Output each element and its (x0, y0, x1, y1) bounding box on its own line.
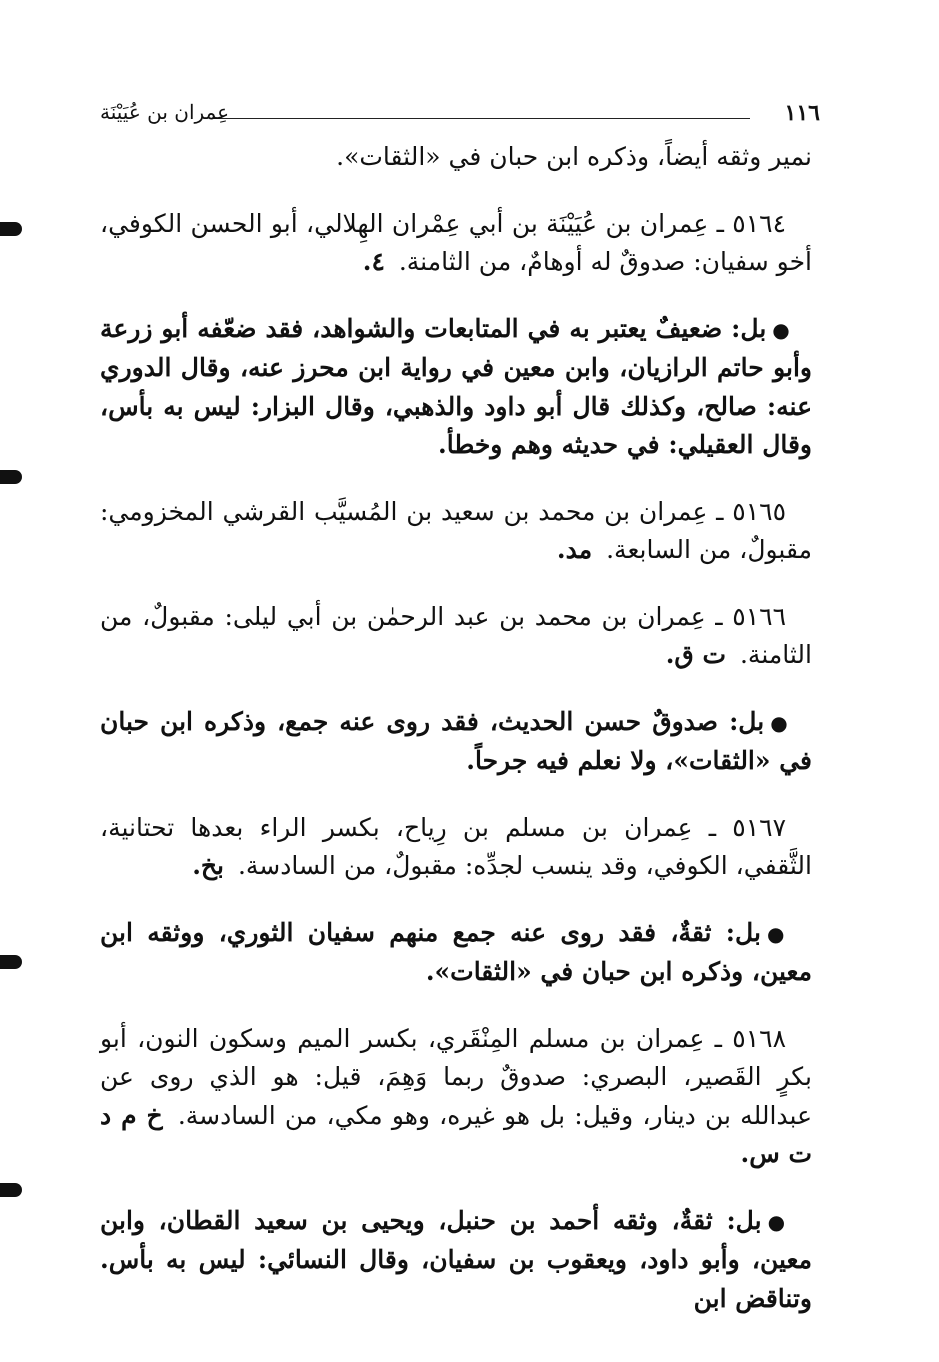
note-5166 (100, 703, 812, 781)
note-text: بل: صدوقٌ حسن الحديث، فقد روى عنه جمع، وذكره ابن حبان في «الثقات»، ولا نعلم فيه جرحاً. (100, 706, 812, 775)
bullet-icon: ● (767, 1209, 791, 1234)
bullet-icon: ● (770, 710, 790, 735)
entry-sigla: ت ق. (665, 640, 727, 669)
scan-edge-mark (0, 1183, 22, 1197)
entry-sigla: مد. (556, 535, 593, 564)
entry-5167 (100, 809, 812, 886)
page-number: ١١٦ (784, 100, 820, 126)
entry-5168 (100, 1020, 812, 1174)
bullet-icon: ● (772, 317, 790, 342)
entry-text: ٥١٦٨ ـ عِمران بن مسلم المِنْقَري، بكسر الميم وسكون النون، أبو بكرٍ القَصير، البصري: صدوقٌ ربما وَهِمَ، قيل: هو الذي روى عن عبدالله بن دينار، وقيل: بل هو غيره، وهو مكي، من السادسة. (100, 1023, 812, 1130)
entry-sigla: بخ. (192, 851, 224, 880)
scan-edge-mark (0, 470, 22, 484)
paragraph-continuation (100, 138, 812, 177)
entry-text: ٥١٦٤ ـ عِمران بن عُيَيْنَة بن أبي عِمْران الهِلالي، أبو الحسن الكوفي، أخو سفيان: صدوقٌ له أوهامٌ، من الثامنة. (100, 208, 812, 276)
paragraph-text: نمير وثقه أيضاً، وذكره ابن حبان في «الثقات». (336, 142, 812, 171)
note-text: بل: ثقةٌ، وثقه أحمد بن حنبل، ويحيى بن سعيد القطان، وابن معين، وأبو داود، ويعقوب بن سفيان، وقال النسائي: ليس به بأس. وتناقض ابن (100, 1205, 812, 1313)
entry-5164 (100, 205, 812, 282)
entry-sigla: خ م د ت س. (100, 1100, 812, 1168)
entry-text: ٥١٦٥ ـ عِمران بن محمد بن سعيد بن المُسيَّب القرشي المخزومي: مقبولٌ، من السابعة. (100, 496, 812, 564)
page-header (100, 100, 820, 130)
entry-sigla: ٤. (362, 247, 385, 276)
running-title: عِمران بن عُيَيْنَة (100, 100, 230, 124)
entry-5165 (100, 493, 812, 570)
note-5164 (100, 310, 812, 465)
scan-edge-mark (0, 955, 22, 969)
entry-5166 (100, 598, 812, 675)
note-text: بل: ضعيفٌ يعتبر به في المتابعات والشواهد، فقد ضعّفه أبو زرعة وأبو حاتم الرازيان، وابن معين في رواية ابن محرز عنه، وقال الدوري عنه: صالح، وكذلك قال أبو داود والذهبي، وقال البزار: ليس به بأس، وقال العقيلي: في حديثه وهم وخطأ. (100, 313, 812, 459)
scan-edge-mark (0, 222, 22, 236)
page-body (100, 138, 812, 1346)
note-5167 (100, 914, 812, 992)
bullet-icon: ● (766, 921, 791, 946)
entry-text: ٥١٦٦ ـ عِمران بن محمد بن عبد الرحمٰن بن أبي ليلى: مقبولٌ، من الثامنة. (100, 601, 812, 669)
entry-text: ٥١٦٧ ـ عِمران بن مسلم بن رِياح، بكسر الراء بعدها تحتانية، الثَّقفي، الكوفي، وقد ينسب لجدِّه: مقبولٌ، من السادسة. (100, 812, 812, 880)
header-rule (212, 118, 750, 119)
note-5168 (100, 1202, 812, 1319)
note-text: بل: ثقةٌ، فقد روى عنه جمع منهم سفيان الثوري، ووثقه ابن معين، وذكره ابن حبان في «الثقات». (100, 917, 812, 986)
